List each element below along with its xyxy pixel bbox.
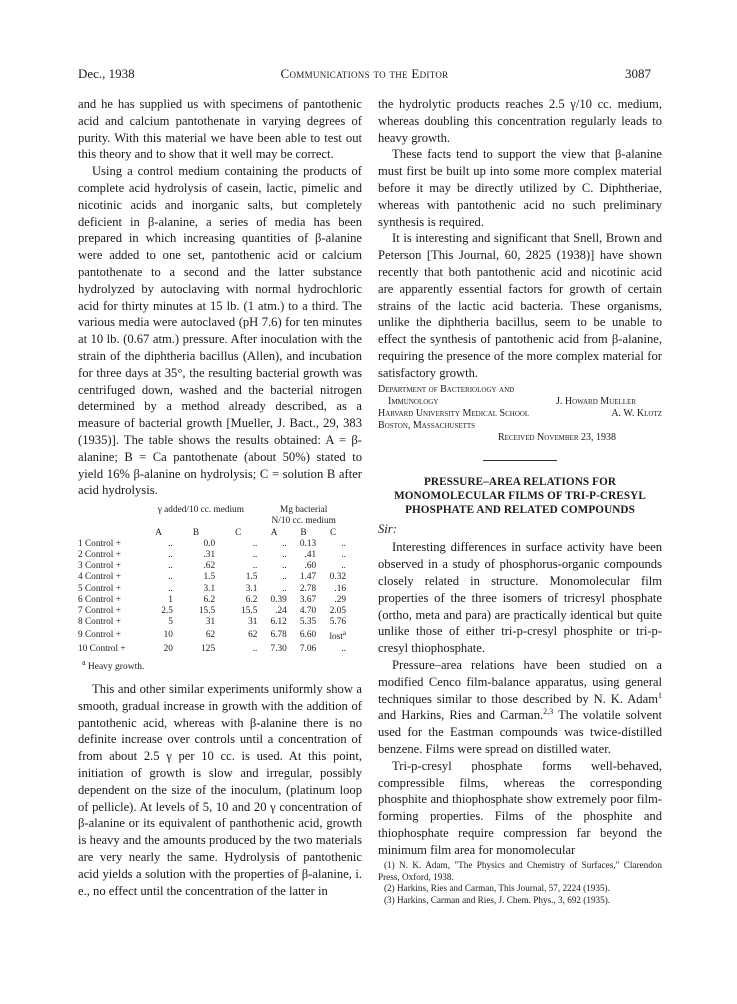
column-label: C [235,527,242,538]
table-cell: .. [252,643,258,654]
table-cell: .29 [334,594,346,605]
table-row [78,550,348,561]
table-cell: 62 [248,630,258,641]
salutation: Sir: [378,521,397,536]
table-cell: 6.78 [270,630,287,641]
reference-item: (2) Harkins, Ries and Carman, This Journal, 57, 2224 (1935). [384,883,610,894]
author-name: J. Howard Mueller [556,395,636,407]
results-table [78,505,348,655]
header-page-number: 3087 [625,66,651,81]
table-row [78,606,348,617]
footnote-mark: a [82,657,86,667]
row-label: 4 Control + [78,572,121,583]
table-cell: .. [341,549,346,560]
table-cell: .. [252,549,258,560]
left-column [78,96,362,899]
table-cell: 3.67 [299,594,317,605]
table-cell: .24 [275,605,287,616]
table-cell: .. [252,561,258,572]
table-row [78,628,348,643]
section-divider [483,460,557,461]
table-cell: 0.39 [270,594,287,605]
column-label: B [300,527,307,538]
paragraph: Pressure–area relations have been studied on a modified Cenco film-balance apparatus, using general techniques similar to those described by N. K. Adam$^1$ and Harkins, Ries and Carman.$^{2,3}$ The volatile solvent used for the Eastman compounds was twice-distilled benzene. Films were spread on distilled water. [378,657,663,756]
table-row [78,595,348,606]
affiliation-line: Department of Bacteriology and [378,383,515,395]
table-cell: .. [282,538,287,549]
row-label: 3 Control + [78,561,121,572]
table-cell: 1.5 [203,572,216,583]
table-cell: 2.05 [329,605,346,616]
paragraph: It is interesting and significant that Snell, Brown and Peterson [This Journal, 60, 2825 (1938)] have shown recently that both pantothenic acid and nicotinic acid are apparently essential factors for growth of certain strains of the lactic acid bacteria. These organisms, unlike the diphtheria bacillus, seem to be unable to effect the synthesis of pantothenic acid from β-alanine, requiring the presence of the more complex material for satisfactory growth. [378,231,662,380]
table-cell: .. [341,643,346,654]
table-column-labels [78,528,348,539]
table-cell: 0.13 [299,538,317,549]
row-label: 2 Control + [78,549,121,560]
table-cell: 1.5 [245,572,258,583]
table-cell: 20 [163,643,173,654]
table-cell: 3.1 [203,583,216,594]
row-label: 6 Control + [78,594,121,605]
author-name: A. W. Klotz [611,407,662,419]
table-cell: .31 [203,549,216,560]
right-column [378,96,662,906]
received-date: Received November 23, 1938 [497,431,616,443]
table-row [78,617,348,628]
table-header-bacterial: Mg bacterial [280,505,328,516]
table-cell: 10 [163,630,173,641]
reference-item: (1) N. K. Adam, "The Physics and Chemistry of Surfaces," Clarendon Press, Oxford, 1938. [378,860,662,882]
table-cell: 15.5 [198,605,216,616]
reference-marker: 2,3 [543,707,554,717]
table-row [78,644,348,655]
table-cell: lost$^a$ [329,629,346,643]
table-cell: 15.5 [241,605,258,616]
paragraph: Interesting differences in surface activity have been observed in a study of phosphorus-organic compounds closely related in structure. Monomolecular film properties of the three isomers of tricresyl phosphate (ortho, meta and para) are practically identical but quite unlike those of either tri-p-cresyl phosphite or tri-p-cresyl thiophosphate. [378,540,662,656]
table-cell: .. [341,538,346,549]
table-cell: .. [341,561,346,572]
row-label: 7 Control + [78,605,121,616]
column-label: B [192,527,200,538]
table-cell: 31 [205,617,216,628]
table-cell: 6.2 [203,594,216,605]
column-label: A [155,527,162,538]
references [378,860,662,906]
table-cell: .. [282,549,287,560]
row-label: 10 Control + [78,643,126,654]
table-cell: .. [168,583,173,594]
affiliation-line: Harvard University Medical School [378,407,530,419]
table-cell: 7.06 [299,643,317,654]
table-body [78,539,348,655]
paragraph: Tri-p-cresyl phosphate forms well-behaved, compressible films, whereas the corresponding phosphite and thiophosphate show extremely poor film-forming properties. Films of the phosphite and thiophosphate require compression far beyond the minimum film area for monomolecular [378,758,662,857]
table-cell: 5.76 [329,617,346,628]
column-label: C [329,527,337,538]
table-cell: 1.47 [299,572,317,583]
table-row [78,584,348,595]
table-cell: 6.60 [299,630,317,641]
table-cell: 7.30 [270,643,287,654]
row-label: 1 Control + [78,538,121,549]
header-journal-section: Communications to the Editor [280,66,449,81]
table-cell: .16 [334,583,346,594]
reference-marker: 1 [658,690,662,700]
table-cell: .. [168,538,173,549]
header-date: Dec., 1938 [78,66,135,81]
row-label: 9 Control + [78,630,121,641]
table-cell: 6.2 [245,594,258,605]
row-label: 5 Control + [78,583,121,594]
paragraph: and he has supplied us with specimens of pantothenic acid and calcium pantothenate in varying degrees of purity. With this material we have been able to test out this theory and to show that it well may be correct. [78,97,362,162]
affiliation-line: Immunology [388,395,439,407]
table-cell: 2.78 [299,583,317,594]
table-cell: 125 [201,643,216,654]
table-cell: .. [168,561,173,572]
paragraph: Using a control medium containing the products of complete acid hydrolysis of casein, lactic, pimelic and nicotinic acids and inorganic salts, but completely deficient in β-alanine, a series of media has been prepared in which increasing quantities of β-alanine were added to one set, pantothenic acid or calcium pantothenate to a second and the latter substance hydrolyzed by autoclaving with normal hydrochloric acid for thirty minutes at 15 lb. (1 atm.) to a third. The various media were autoclaved (pH 7.6) for ten minutes at 10 lb. (0.67 atm.) pressure. After inoculation with the strain of the diphtheria bacillus (Allen), and incubation for three days at 35°, the resulting bacterial growth was centrifuged down, washed and the bacterial nitrogen determined by a method already described, as a measure of bacterial growth [Mueller, J. Bact., 29, 383 (1935)]. The table shows the results obtained: A = β-alanine; B = Ca pantothenate (about 50%) stated to yield 16% β-alanine on hydrolysis; C = solution B after acid hydrolysis. [78,164,362,498]
table-cell: 6.12 [270,617,287,628]
table-cell: 0.32 [329,572,346,583]
table-cell: .. [282,583,287,594]
table-cell: .. [168,572,173,583]
author-affiliation-block [378,384,662,434]
running-header [78,66,651,82]
table-cell: 5.35 [299,617,317,628]
table-cell: .. [282,561,287,572]
table-row [78,539,348,550]
table-footnote: $^a$ Heavy growth. [82,657,145,673]
table-header-row [78,505,348,516]
footnote-mark: a [342,629,346,638]
table-cell: .. [252,538,258,549]
table-cell: 3.1 [245,583,258,594]
table-header-nitrogen: N/10 cc. medium [271,516,336,527]
affiliation-line: Boston, Massachusetts [378,419,476,431]
table-cell: 5 [168,617,173,628]
article-title: PRESSURE–AREA RELATIONS FOR MONOMOLECULAR FILMS OF TRI-P-CRESYL PHOSPHATE AND RELATED COMPOUNDS [394,475,646,516]
table-cell: 1 [168,594,173,605]
table-cell: 4.70 [299,605,317,616]
table-cell: 31 [248,617,258,628]
table-cell: .60 [304,561,317,572]
paragraph: This and other similar experiments uniformly show a smooth, gradual increase in growth with the addition of pantothenic acid, whereas with β-alanine there is no definite increase over controls until a concentration of from about 2.5 γ per 10 cc. is used. At this point, initiation of growth is slow and irregular, possibly dependent on the size of the inoculum, (platinum loop of pellicle). At levels of 5, 10 and 20 γ concentration of β-alanine or its equivalent of panthothenic acid, growth is heavy and the amounts produced by the two materials are very nearly the same. Hydrolysis of pantothenic acid yields a solution with the properties of β-alanine, i. e., no effect until the concentration of the latter in [78,682,362,898]
table-cell: .. [282,572,287,583]
table-header-row [78,516,348,527]
table-row [78,572,348,583]
paragraph: the hydrolytic products reaches 2.5 γ/10 cc. medium, whereas doubling this concentration regularly leads to heavy growth. [378,97,662,145]
table-cell: 62 [205,630,216,641]
table-cell: .41 [304,549,317,560]
reference-item: (3) Harkins, Carman and Ries, J. Chem. Phys., 3, 692 (1935). [384,894,611,905]
table-header-added: γ added/10 cc. medium [157,505,244,516]
paragraph: These facts tend to support the view that β-alanine must first be built up into some more complex material before it may be directly utilized by C. Diphtheriae, whereas with pantothenic acid no such preliminary synthesis is required. [378,147,662,229]
table-cell: .. [168,549,173,560]
table-cell: .62 [203,561,216,572]
table-row [78,561,348,572]
row-label: 8 Control + [78,617,121,628]
table-cell: 0.0 [203,538,216,549]
column-label: A [270,527,278,538]
table-cell: 2.5 [161,605,173,616]
